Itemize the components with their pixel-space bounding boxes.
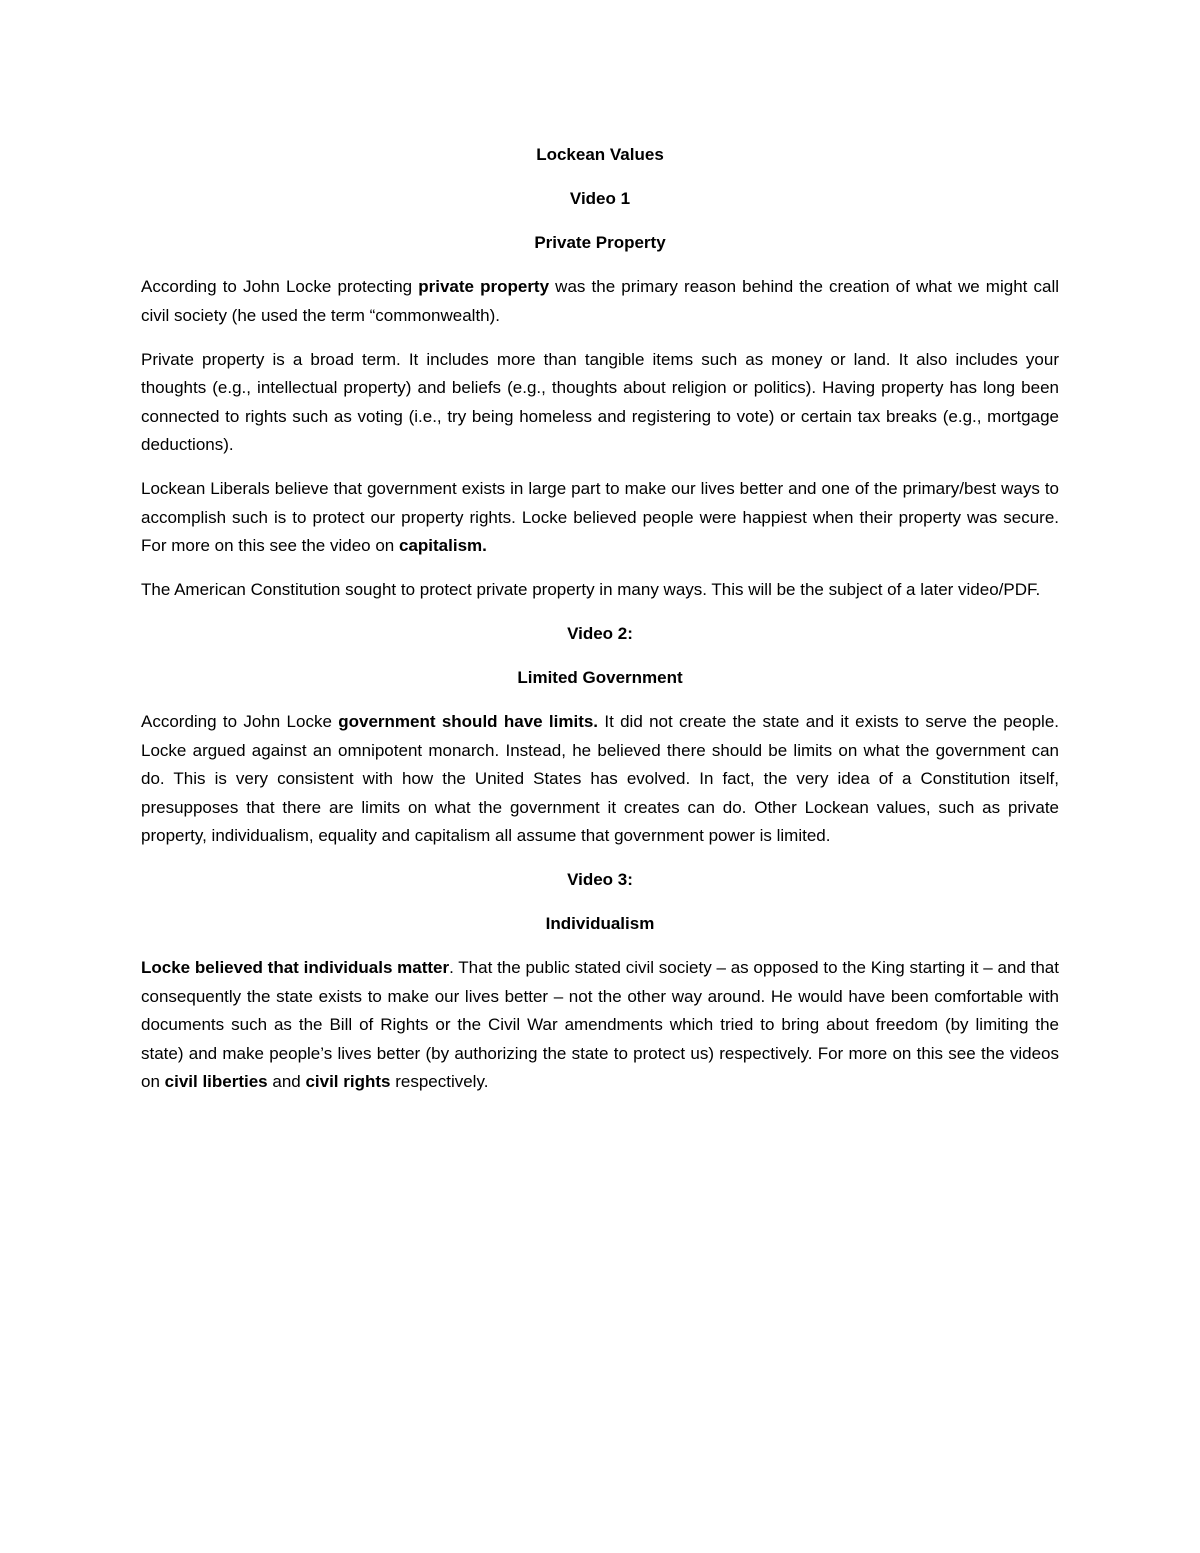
bold-text-run: government should have limits. <box>338 712 599 731</box>
section-heading: Private Property <box>534 233 666 252</box>
paragraph <box>141 273 1059 330</box>
section-video-2 <box>141 620 1059 851</box>
paragraph <box>141 954 1059 1097</box>
section-video-1 <box>141 185 1059 605</box>
text-run: According to John Locke <box>141 712 339 731</box>
text-run: The American Constitution sought to protect private property in many ways. This will be the subject of a later video/PDF. <box>141 580 1041 599</box>
bold-text-run: Locke believed that individuals matter <box>141 958 450 977</box>
section-video-label: Video 2: <box>567 624 633 643</box>
text-run: was the primary reason behind the creation of what we might call civil society (he used the term “commonwealth). <box>141 277 1059 325</box>
section-video-3 <box>141 866 1059 1097</box>
bold-text-run: capitalism. <box>398 536 487 555</box>
document-body <box>141 141 1059 1112</box>
document-title: Lockean Values <box>536 145 664 164</box>
text-run: . That the public stated civil society – as opposed to the King starting it – and that consequently the state exists to make our lives better – not the other way around. He would have been comfortable with documents such as the Bill of Rights or the Civil War amendments which tried to bring about freedom (by limiting the state) and make people’s lives better (by authorizing the state to protect us) respectively. For more on this see the videos on <box>141 958 1059 1091</box>
text-run: and <box>267 1072 306 1091</box>
section-video-label: Video 1 <box>569 189 631 208</box>
section-heading: Individualism <box>545 914 655 933</box>
bold-text-run: civil liberties <box>164 1072 268 1091</box>
bold-text-run: civil rights <box>305 1072 391 1091</box>
text-run: It did not create the state and it exists to serve the people. Locke argued against an omnipotent monarch. Instead, he believed there should be limits on what the government can do. This is very consistent with how the United States has evolved. In fact, the very idea of a Constitution itself, presupposes that there are limits on what the government it creates can do. Other Lockean values, such as private property, individualism, equality and capitalism all assume that government power is limited. <box>141 712 1059 845</box>
paragraph <box>141 576 1059 605</box>
section-heading: Limited Government <box>517 668 683 687</box>
paragraph <box>141 475 1059 561</box>
text-run: Private property is a broad term. It includes more than tangible items such as money or land. It also includes your thoughts (e.g., intellectual property) and beliefs (e.g., thoughts about religion or politics). Having property has long been connected to rights such as voting (i.e., try being homeless and registering to vote) or certain tax breaks (e.g., mortgage deductions). <box>141 349 1059 454</box>
text-run: Lockean Liberals believe that government exists in large part to make our lives better and one of the primary/best ways to accomplish such is to protect our property rights. Locke believed people were happiest when their property was secure. For more on this see the video on <box>141 479 1059 555</box>
text-run: respectively. <box>390 1072 489 1091</box>
bold-text-run: private property <box>418 277 550 296</box>
text-run: According to John Locke protecting <box>141 277 419 296</box>
paragraph <box>141 708 1059 851</box>
paragraph <box>141 346 1059 460</box>
section-video-label: Video 3: <box>567 870 633 889</box>
